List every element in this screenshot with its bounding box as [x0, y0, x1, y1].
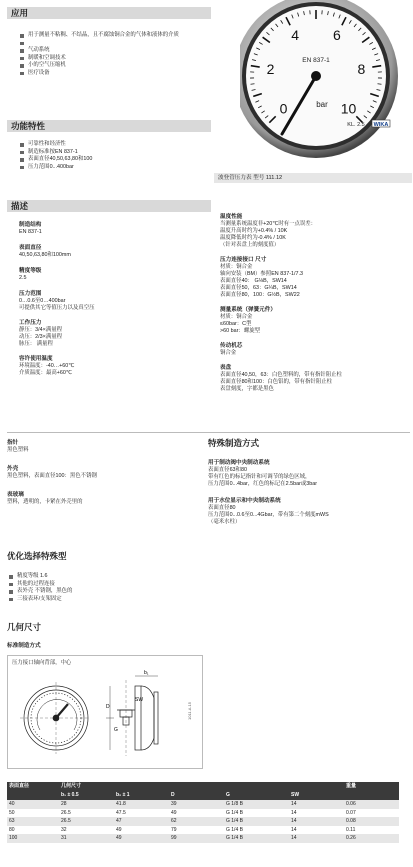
spec-value: 脉压： 满量程 — [19, 341, 53, 347]
table-cell: 14 — [291, 835, 297, 841]
table-cell: 14 — [291, 801, 297, 807]
gauge-scale-label: 4 — [291, 27, 300, 44]
special-line: 压力范围0...4bar，红色的标记在2.5bar或3bar — [208, 481, 318, 487]
col-subheader: SW — [291, 792, 300, 798]
list-item — [20, 40, 210, 48]
window-value: 塑料，透明的，卡紧在外壳里的 — [7, 499, 83, 505]
section-bar-description — [7, 200, 211, 212]
special-group-label: 用于水位显示和中央制动系统 — [208, 498, 281, 504]
table-cell: 39 — [171, 801, 177, 807]
spec-value: 表面直径80，100：G½B，SW22 — [220, 292, 300, 298]
gauge-drawing-icon — [10, 668, 205, 768]
special-group-label: 用于制动阀中央制动系统 — [208, 460, 270, 466]
spec-value: 静压：3/4×满量程 — [19, 327, 62, 333]
table-cell: 40 — [9, 801, 15, 807]
d-label: D — [106, 704, 110, 710]
material-column — [7, 440, 207, 506]
table-cell: 62 — [171, 818, 177, 824]
spec-value: 表面直径80和100：白色铝的，带有指针阻止柱 — [220, 379, 333, 385]
spec-label: 精度等级 — [19, 268, 42, 274]
spec-value: EN 837-1 — [19, 229, 42, 235]
table-row — [7, 809, 399, 818]
spec-value: 温度升高时约为+0.4% / 10K — [220, 228, 288, 234]
table-cell: 63 — [9, 818, 15, 824]
spec-value: 温度降低时约为-0.4% / 10K — [220, 235, 286, 241]
options-list — [9, 573, 199, 603]
table-cell: 49 — [116, 835, 122, 841]
gauge-scale-label: 8 — [357, 60, 366, 77]
gauge-unit-label: bar — [316, 100, 328, 109]
g-label: G — [114, 727, 118, 733]
spec-value: 40,50,63,80和100mm — [19, 252, 71, 258]
list-item: 表外壳 不锈钢，黑色的 — [9, 588, 199, 596]
table-cell: G 1/8 B — [226, 801, 243, 807]
list-item: 其他的过程连接 — [9, 581, 199, 589]
drawing-code: 1011.A.15 — [187, 702, 192, 720]
table-row — [7, 834, 399, 843]
section-title-features: 功能特性 — [11, 121, 46, 131]
list-item: 表面直径40,50,63,80和100 — [20, 156, 210, 164]
sw-label: SW — [135, 697, 144, 703]
spec-value: 动压：2/3×满量程 — [19, 334, 62, 340]
section-title-description: 描述 — [11, 201, 29, 211]
gauge-caption-bar — [214, 173, 412, 183]
table-cell: 100 — [9, 835, 18, 841]
spec-value: 材质：铜合金 — [220, 314, 253, 320]
spec-value: 表面直径40,50，63：白色塑料的，带有指针阻止柱 — [220, 372, 342, 378]
table-cell: 26.5 — [61, 818, 71, 824]
table-cell: 50 — [9, 809, 15, 816]
section-bar-features — [7, 120, 211, 132]
table-cell: 28 — [61, 801, 67, 807]
spec-value: 材质：铜合金 — [220, 264, 253, 270]
b1-label: b₁ — [144, 670, 149, 676]
col-subheader: b₁ ± 0.5 — [61, 792, 79, 798]
col-header: 表面直径 — [9, 783, 30, 789]
gauge-caption: 波登管压力表 型号 111.12 — [218, 175, 283, 181]
spec-value: 可提供其它等值压力以及真空压 — [19, 305, 95, 311]
table-cell: 0.07 — [346, 809, 356, 816]
table-cell: 0.11 — [346, 826, 356, 833]
spec-value: >60 bar：螺旋型 — [220, 328, 260, 334]
spec-label: 压力范围 — [19, 291, 42, 297]
table-cell: 14 — [291, 809, 297, 816]
list-item: 制暖和空调技术 — [20, 55, 210, 63]
list-item: 气动系统 — [20, 47, 210, 55]
spec-right-column — [220, 214, 410, 393]
spec-label: 表面直径 — [19, 245, 42, 251]
col-subheader: D — [171, 792, 175, 798]
spec-label: 制造结构 — [19, 222, 42, 228]
table-cell: 0.08 — [346, 818, 356, 824]
gauge-scale-label: 2 — [266, 60, 275, 77]
list-item: 医疗设备 — [20, 70, 210, 78]
list-item: 制造标准按EN 837-1 — [20, 149, 210, 157]
gauge-standard-label: EN 837-1 — [302, 57, 330, 64]
special-line: 压力范围0...0.6至0...4Gbar，带有第二个刻度mWS — [208, 512, 329, 518]
table-cell: 32 — [61, 826, 67, 833]
table-cell: 49 — [116, 826, 122, 833]
special-line: （毫米水柱） — [208, 519, 241, 525]
brand-logo: WIKA — [373, 122, 389, 128]
spec-left-column — [19, 222, 209, 377]
table-cell: 41.8 — [116, 801, 126, 807]
dimensions-subtitle: 标准制造方式 — [7, 643, 41, 649]
table-subheader-row — [7, 791, 399, 800]
list-item: 精度等级 1.6 — [9, 573, 199, 581]
application-list — [20, 32, 210, 77]
features-list — [20, 141, 210, 171]
spec-value: （针对表盘上的刻度值） — [220, 242, 280, 248]
case-label: 外壳 — [7, 466, 19, 472]
col-header: 几何尺寸 — [61, 783, 82, 789]
spec-value: 介质温度：最高+60℃ — [19, 370, 72, 376]
drawing-note: 压力接口轴向背部，中心 — [12, 660, 72, 666]
spec-value: 表面直径50，63：G¼B，SW14 — [220, 285, 297, 291]
table-row — [7, 800, 399, 809]
section-bar-application — [7, 7, 211, 19]
table-cell: 99 — [171, 835, 177, 841]
gauge-image — [240, 0, 410, 170]
gauge-minor-tick — [378, 84, 382, 85]
spec-value: 表面直径40： G⅛B，SW14 — [220, 278, 287, 284]
special-line: 带有红色的标记指针和可调节的绿色区域， — [208, 474, 311, 480]
list-item: 用于测量不粘稠、不结晶，且不腐蚀铜合金的气体和液体的介质 — [20, 32, 210, 40]
table-cell: 79 — [171, 826, 177, 833]
gauge-scale-label: 10 — [340, 100, 357, 117]
table-cell: 0.06 — [346, 801, 356, 807]
dimensions-table — [7, 782, 399, 843]
spec-value: 环境温度：-40…+60℃ — [19, 363, 75, 369]
list-item: 压力范围0...400bar — [20, 164, 210, 172]
list-item: 三接表环/支架固定 — [9, 596, 199, 604]
table-cell: 26.5 — [61, 809, 71, 816]
pressure-gauge-icon — [240, 0, 410, 170]
list-item: 小的空气压缩机 — [20, 62, 210, 70]
gauge-scale-label: 6 — [332, 27, 341, 44]
col-subheader: b₂ ± 1 — [116, 792, 130, 798]
spec-value: 0…0.6至0…400bar — [19, 298, 66, 304]
options-title: 优化选择特殊型 — [7, 551, 67, 561]
gauge-scale-label: 0 — [279, 100, 288, 117]
col-header: 重量 — [346, 783, 357, 789]
spec-value: ≤60bar：C型 — [220, 321, 252, 327]
spec-value: 当测量系统温度非+20℃时有一点误差： — [220, 221, 317, 227]
col-subheader: G — [226, 792, 230, 798]
spec-value: 轴向安装（BM）参照EN 837-1/7.3 — [220, 271, 303, 277]
special-line: 表面直径63和80 — [208, 467, 247, 473]
table-row — [7, 817, 399, 826]
gauge-minor-tick — [251, 84, 255, 85]
table-cell: G 1/4 B — [226, 835, 243, 841]
pointer-value: 黑色塑料 — [7, 447, 29, 453]
spec-label: 表盘 — [220, 365, 232, 371]
technical-drawing — [10, 668, 205, 768]
table-cell: 47.5 — [116, 809, 126, 816]
table-cell: 47 — [116, 818, 122, 824]
spec-label: 温度性能 — [220, 214, 243, 220]
special-column — [208, 460, 408, 526]
pointer-label: 指针 — [7, 440, 19, 446]
spec-label: 测量系统（弹簧元件） — [220, 307, 276, 313]
spec-value: 铜合金 — [220, 350, 237, 356]
table-cell: 14 — [291, 826, 297, 833]
table-cell: 49 — [171, 809, 177, 816]
special-title: 特殊制造方式 — [208, 438, 260, 448]
table-cell: 0.26 — [346, 835, 356, 841]
table-cell: 80 — [9, 826, 15, 833]
spec-label: 容许使用温度 — [19, 356, 53, 362]
spec-label: 压力连接接口 尺寸 — [220, 257, 267, 263]
window-label: 表玻璃 — [7, 492, 24, 498]
list-item: 可靠性和经济性 — [20, 141, 210, 149]
table-header-row — [7, 782, 399, 791]
special-line: 表面直径80 — [208, 505, 236, 511]
gauge-class-label: KL. 2.5 — [347, 122, 365, 128]
spec-value: 表盘刻度，字都是黑色 — [220, 386, 274, 392]
spec-value: 2.5 — [19, 275, 27, 281]
dimensions-title: 几何尺寸 — [7, 622, 42, 632]
divider — [7, 432, 410, 433]
table-row — [7, 826, 399, 835]
section-title-application: 应用 — [11, 8, 29, 18]
spec-label: 工作压力 — [19, 320, 42, 326]
case-value: 黑色塑料，表面直径100：黑色不锈钢 — [7, 473, 97, 479]
table-cell: 31 — [61, 835, 67, 841]
table-cell: 14 — [291, 818, 297, 824]
table-cell: G 1/4 B — [226, 809, 243, 816]
table-cell: G 1/4 B — [226, 818, 243, 824]
spec-label: 传动机芯 — [220, 343, 243, 349]
table-cell: G 1/4 B — [226, 826, 243, 833]
